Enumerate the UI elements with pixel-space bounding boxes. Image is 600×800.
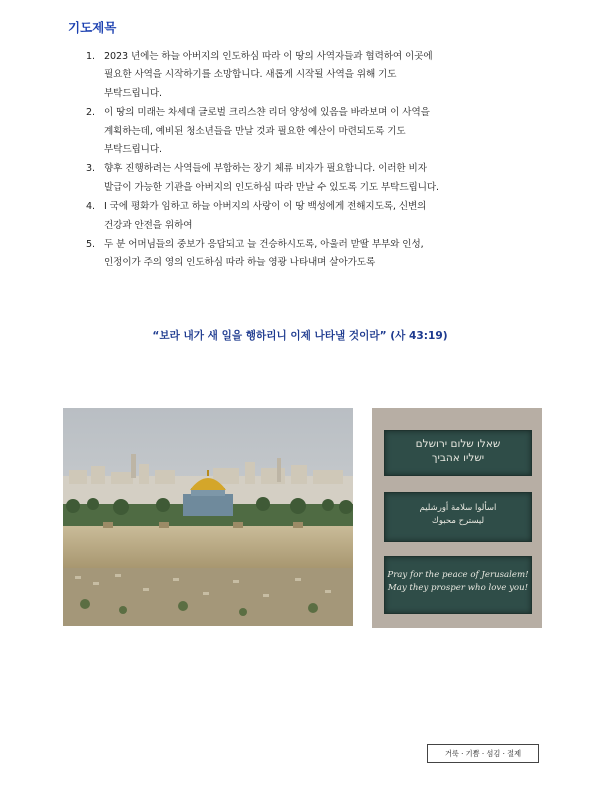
bible-verse-quote: “보라 내가 새 일을 행하리니 이제 나타낼 것이라” (사 43:19)	[152, 330, 448, 342]
item-line: I 국에 평화가 임하고 하늘 아버지의 사랑이 이 땅 백성에게 전해지도록, 신변의	[104, 201, 427, 213]
prayer-item	[86, 160, 546, 197]
item-line: 두 분 어머님들의 중보가 응답되고 늘 건승하시도록, 아울러 맏딸 부부와 인성,	[104, 239, 424, 251]
item-line: 건강과 안전을 위하여	[104, 219, 193, 231]
prayer-item	[86, 198, 546, 235]
item-line: 발급이 가능한 기관을 아버지의 인도하심 따라 만날 수 있도록 기도 부탁드립니다.	[104, 181, 439, 193]
item-line: 부탁드립니다.	[104, 144, 162, 156]
section-title: 기도제목	[68, 20, 117, 35]
item-line: 인정이가 주의 영의 인도하심 따라 하늘 영광 나타내며 살아가도록	[104, 257, 376, 269]
jerusalem-photo	[63, 408, 353, 626]
english-plaque	[384, 556, 532, 614]
arabic-plaque	[384, 492, 532, 542]
arabic-line: اسألوا سلامة أورشليم	[419, 503, 497, 513]
peace-plaques-photo	[372, 408, 542, 628]
item-line: 이 땅의 미래는 차세대 글로벌 크리스챤 리더 양성에 있음을 바라보며 이 사역을	[104, 107, 430, 119]
footer-motto: 거룩 · 기쁨 · 섬김 · 절제	[427, 744, 539, 763]
item-number: 1.	[86, 51, 95, 62]
english-line: May they prosper who love you!	[387, 583, 529, 593]
hebrew-plaque	[384, 430, 532, 476]
item-line: 2023 년에는 하늘 아버지의 인도하심 따라 이 땅의 사역자들과 협력하여 이곳에	[104, 51, 433, 62]
hebrew-line: ישליו אהביך	[431, 452, 485, 464]
item-line: 계획하는데, 예비된 청소년들을 만날 것과 필요한 예산이 마련되도록 기도	[104, 125, 406, 137]
jerusalem-skyline-illustration	[63, 408, 353, 626]
prayer-item	[86, 48, 546, 103]
item-number: 3.	[86, 163, 95, 175]
item-line: 향후 진행하려는 사역들에 부합하는 장기 체류 비자가 필요합니다. 이러한 비자	[104, 163, 427, 175]
item-number: 5.	[86, 239, 95, 251]
english-line: Pray for the peace of Jerusalem!	[387, 570, 529, 580]
item-line: 부탁드립니다.	[104, 87, 162, 99]
arabic-line: ليسترح محبوك	[431, 516, 485, 526]
prayer-item	[86, 236, 546, 273]
hebrew-line: שאלו שלום ירושלם	[415, 438, 501, 450]
item-number: 4.	[86, 201, 95, 213]
item-line: 필요한 사역을 시작하기를 소망합니다. 새롭게 시작될 사역을 위해 기도	[104, 69, 397, 81]
prayer-item	[86, 104, 546, 159]
item-number: 2.	[86, 107, 95, 119]
prayer-list	[86, 48, 546, 274]
